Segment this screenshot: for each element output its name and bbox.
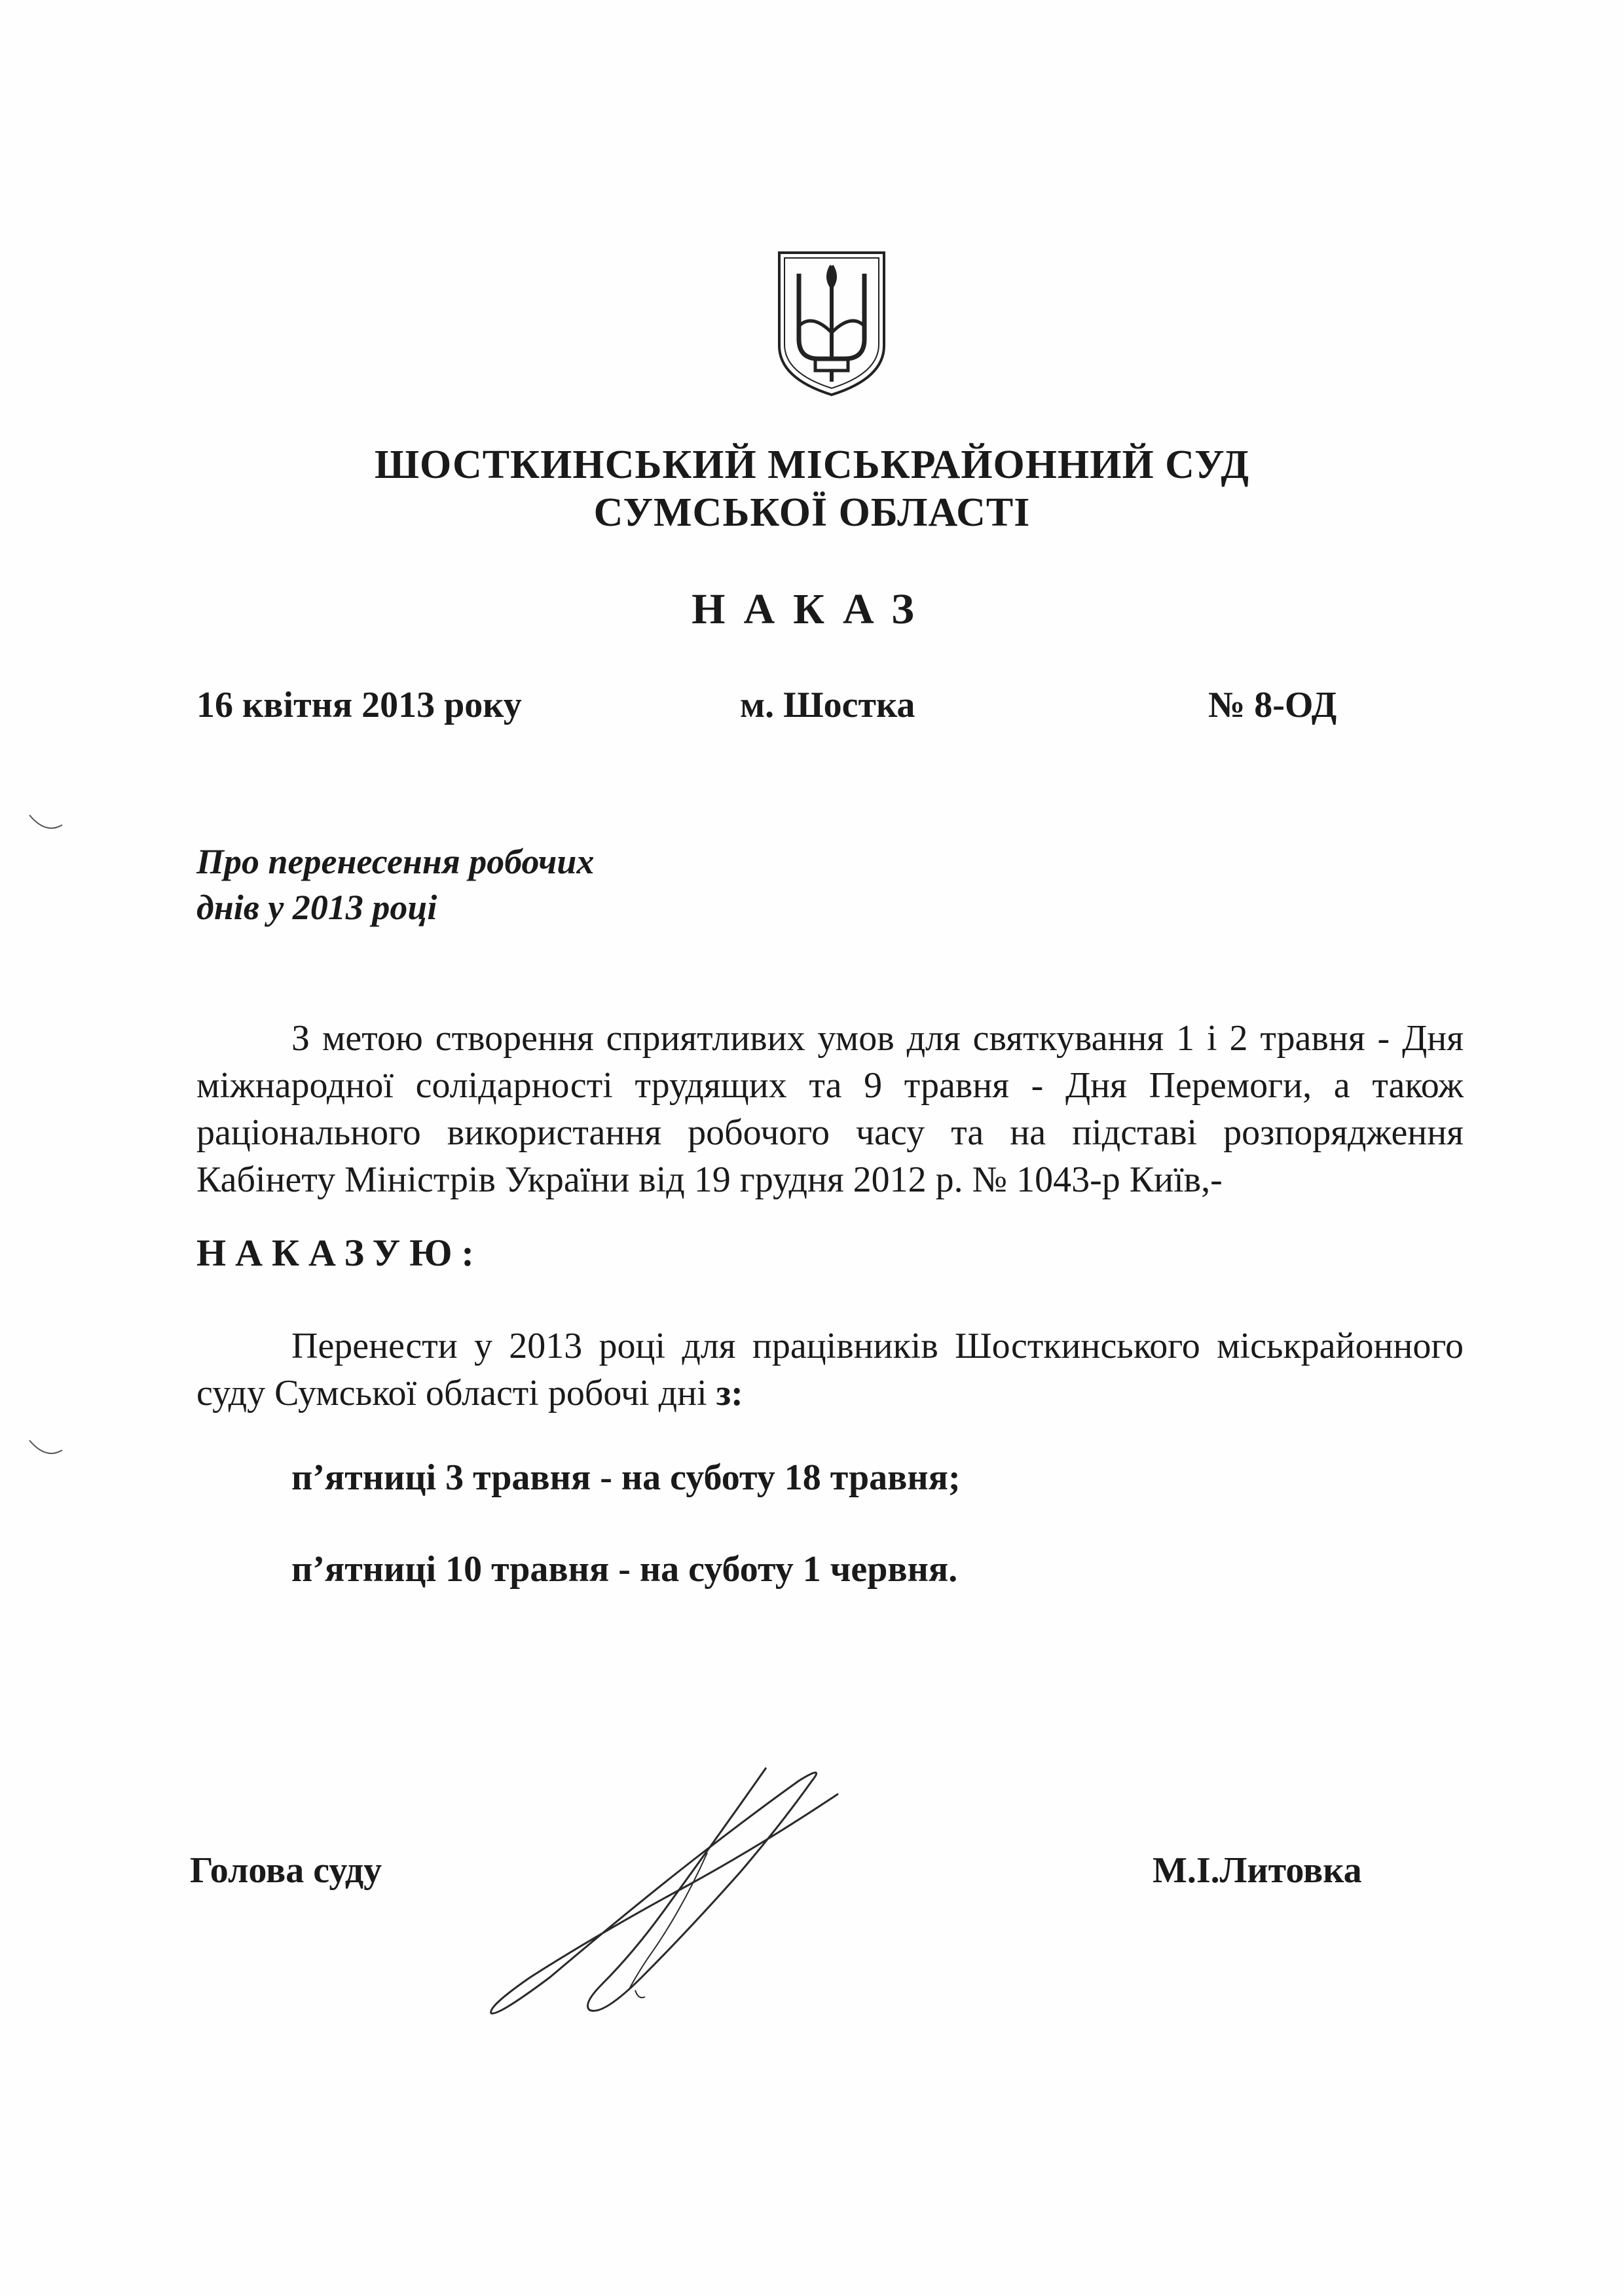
document-title: НАКАЗ: [692, 585, 932, 633]
signatory-position: Голова суду: [190, 1850, 382, 1891]
order-word: НАКАЗУЮ:: [196, 1231, 483, 1274]
transfer-paragraph: [196, 1322, 1464, 1417]
court-name: ШОСТКИНСЬКИЙ МІСЬКРАЙОННИЙ СУД: [374, 443, 1250, 487]
document-date: 16 квітня 2013 року: [196, 685, 522, 725]
subject-line-1: Про перенесення робочих: [196, 842, 595, 881]
court-region: СУМСЬКОЇ ОБЛАСТІ: [593, 490, 1031, 535]
punch-hole-mark: [26, 1437, 65, 1463]
transfer-intro: Перенести у 2013 році для працівників Шосткинського міськрайонного суду Сумської області робочі дні: [196, 1326, 1464, 1413]
document-city: м. Шостка: [740, 685, 915, 725]
handwritten-signature: [471, 1741, 917, 2030]
transfer-item-1: п’ятниці 3 травня - на суботу 18 травня;: [291, 1457, 961, 1498]
preamble-paragraph: З метою створення сприятливих умов для святкування 1 і 2 травня - Дня міжнародної солідарності трудящих та 9 травня - Дня Перемоги, а також раціонального використання робочого часу та на підставі розпорядження Кабінету Міністрів України від 19 грудня 2012 р. № 1043-р Київ,-: [196, 1018, 1464, 1200]
tryzub-icon: [773, 247, 891, 398]
punch-hole-mark: [26, 812, 65, 838]
transfer-intro-tail: з:: [716, 1373, 743, 1413]
transfer-item-2: п’ятниці 10 травня - на суботу 1 червня.: [291, 1549, 958, 1590]
subject-line-2: днів у 2013 році: [196, 888, 437, 927]
document-number: № 8-ОД: [1208, 685, 1337, 725]
signatory-name: М.І.Литовка: [1153, 1850, 1362, 1891]
